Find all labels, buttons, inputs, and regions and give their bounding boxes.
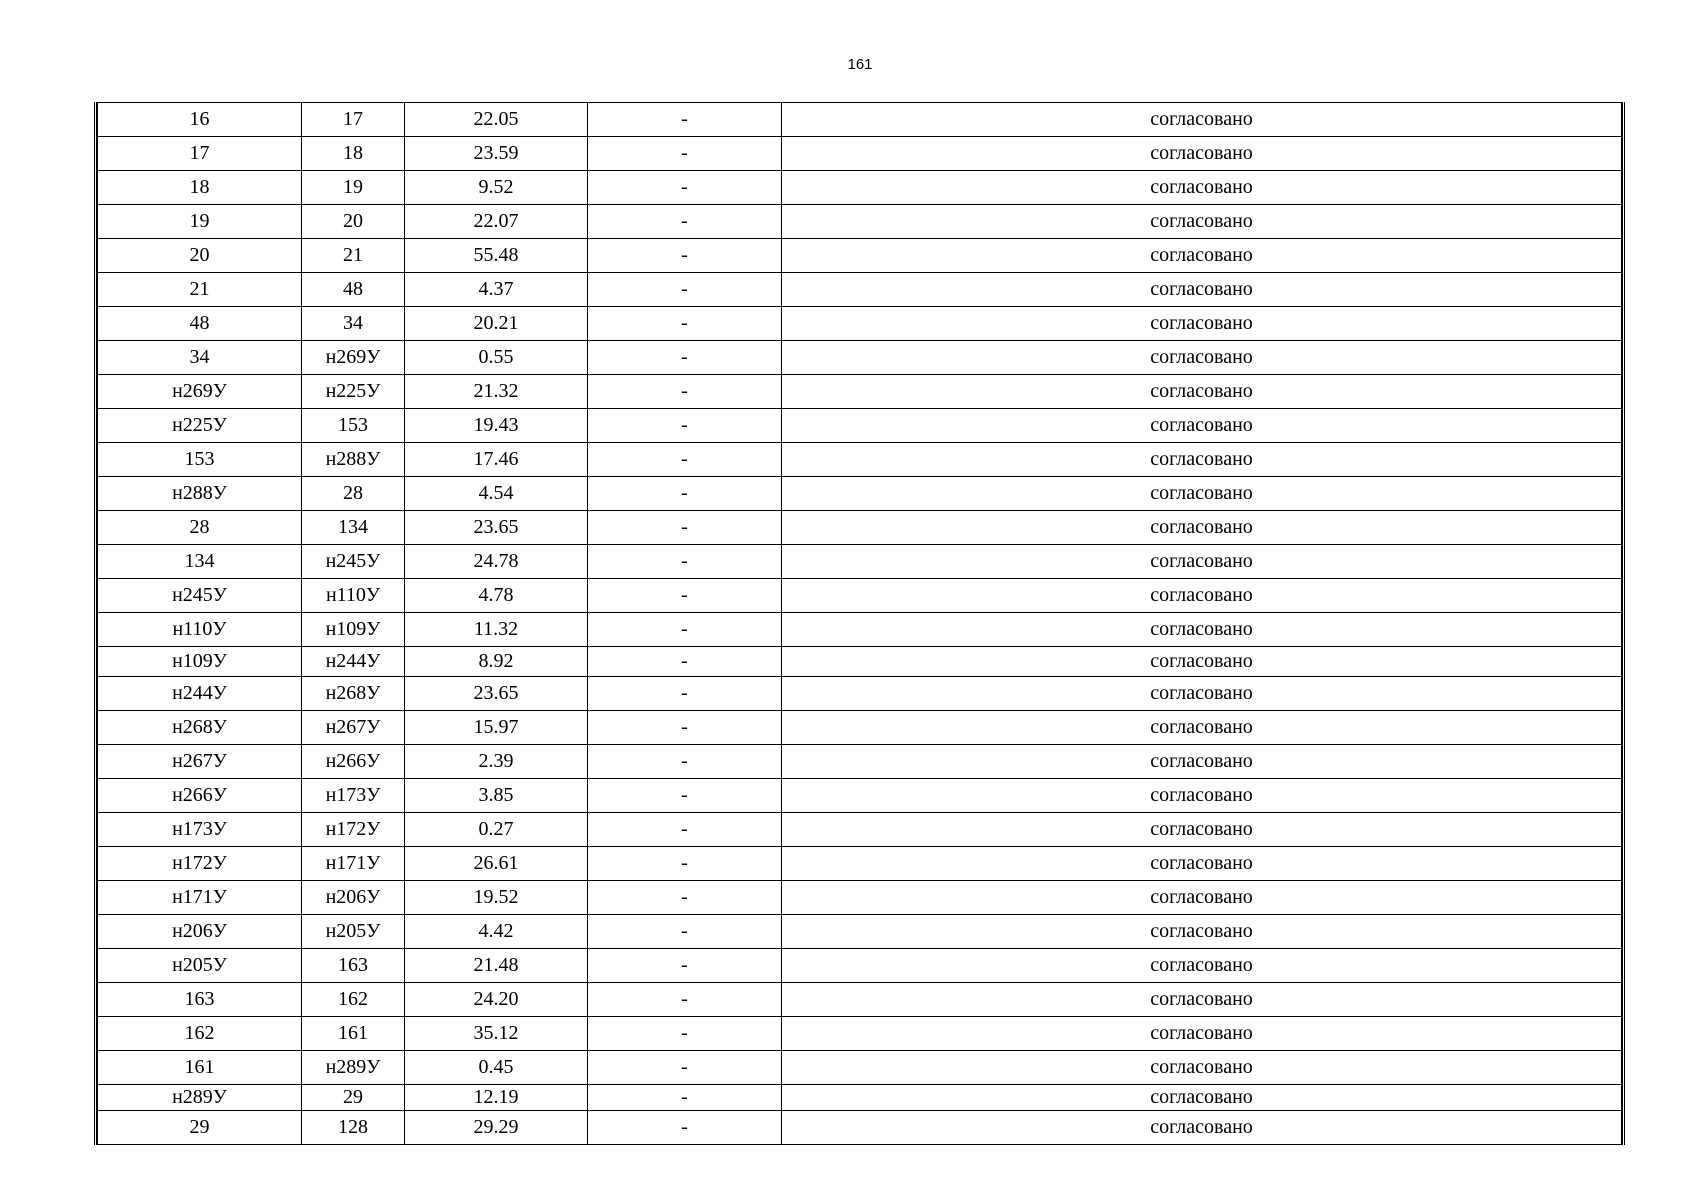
table-row	[98, 983, 1622, 1017]
cell-point-to: 34	[302, 307, 405, 341]
cell-note: -	[588, 1085, 782, 1111]
table-row	[98, 711, 1622, 745]
cell-point-from: н288У	[98, 477, 302, 511]
cell-point-from: н266У	[98, 779, 302, 813]
table-row	[98, 545, 1622, 579]
cell-point-to: н173У	[302, 779, 405, 813]
cell-note: -	[588, 511, 782, 545]
page-number: 161	[847, 56, 873, 73]
cell-note: -	[588, 677, 782, 711]
cell-point-to: 128	[302, 1111, 405, 1145]
cell-note: -	[588, 477, 782, 511]
cell-length: 0.27	[405, 813, 588, 847]
cell-point-to: н266У	[302, 745, 405, 779]
cell-status: согласовано	[782, 1051, 1622, 1085]
table-row	[98, 511, 1622, 545]
cell-note: -	[588, 579, 782, 613]
cell-note: -	[588, 171, 782, 205]
cell-point-from: н205У	[98, 949, 302, 983]
cell-point-to: н205У	[302, 915, 405, 949]
cell-note: -	[588, 915, 782, 949]
cell-point-to: 17	[302, 103, 405, 137]
table-row	[98, 1017, 1622, 1051]
cell-point-from: 16	[98, 103, 302, 137]
cell-point-to: 163	[302, 949, 405, 983]
cell-point-to: 28	[302, 477, 405, 511]
cell-note: -	[588, 545, 782, 579]
cell-point-from: н109У	[98, 647, 302, 677]
cell-point-from: 153	[98, 443, 302, 477]
table-row	[98, 307, 1622, 341]
cell-length: 22.05	[405, 103, 588, 137]
table-row	[98, 443, 1622, 477]
cell-status: согласовано	[782, 915, 1622, 949]
cell-point-to: 153	[302, 409, 405, 443]
cell-note: -	[588, 103, 782, 137]
cell-note: -	[588, 813, 782, 847]
cell-status: согласовано	[782, 949, 1622, 983]
cell-point-from: н267У	[98, 745, 302, 779]
table-body	[98, 103, 1622, 1145]
cell-point-to: н245У	[302, 545, 405, 579]
cell-point-from: 20	[98, 239, 302, 273]
cell-length: 4.37	[405, 273, 588, 307]
cell-note: -	[588, 745, 782, 779]
cell-point-to: н109У	[302, 613, 405, 647]
cell-point-to: н171У	[302, 847, 405, 881]
table-row	[98, 579, 1622, 613]
cell-point-from: 18	[98, 171, 302, 205]
cell-point-from: 134	[98, 545, 302, 579]
table-row	[98, 409, 1622, 443]
cell-point-from: 161	[98, 1051, 302, 1085]
cell-length: 4.78	[405, 579, 588, 613]
cell-length: 15.97	[405, 711, 588, 745]
cell-status: согласовано	[782, 273, 1622, 307]
cell-length: 21.48	[405, 949, 588, 983]
cell-status: согласовано	[782, 647, 1622, 677]
cell-note: -	[588, 205, 782, 239]
cell-status: согласовано	[782, 677, 1622, 711]
cell-note: -	[588, 239, 782, 273]
cell-note: -	[588, 1051, 782, 1085]
cell-point-to: н289У	[302, 1051, 405, 1085]
cell-status: согласовано	[782, 341, 1622, 375]
table-row	[98, 1085, 1622, 1111]
cell-length: 8.92	[405, 647, 588, 677]
cell-point-from: н245У	[98, 579, 302, 613]
table-row	[98, 239, 1622, 273]
cell-status: согласовано	[782, 443, 1622, 477]
cell-note: -	[588, 341, 782, 375]
cell-status: согласовано	[782, 779, 1622, 813]
cell-point-to: 134	[302, 511, 405, 545]
cell-note: -	[588, 409, 782, 443]
cell-length: 3.85	[405, 779, 588, 813]
cell-note: -	[588, 137, 782, 171]
table-row	[98, 677, 1622, 711]
cell-status: согласовано	[782, 847, 1622, 881]
boundary-table	[97, 102, 1622, 1145]
table-row	[98, 341, 1622, 375]
cell-point-to: н244У	[302, 647, 405, 677]
cell-status: согласовано	[782, 137, 1622, 171]
table-row	[98, 375, 1622, 409]
table-row	[98, 205, 1622, 239]
cell-status: согласовано	[782, 881, 1622, 915]
cell-point-from: н172У	[98, 847, 302, 881]
cell-point-from: 21	[98, 273, 302, 307]
cell-length: 17.46	[405, 443, 588, 477]
cell-status: согласовано	[782, 1017, 1622, 1051]
cell-point-from: 19	[98, 205, 302, 239]
table-row	[98, 949, 1622, 983]
cell-status: согласовано	[782, 409, 1622, 443]
cell-point-from: н268У	[98, 711, 302, 745]
cell-status: согласовано	[782, 511, 1622, 545]
cell-point-to: 162	[302, 983, 405, 1017]
cell-length: 55.48	[405, 239, 588, 273]
cell-length: 19.43	[405, 409, 588, 443]
cell-status: согласовано	[782, 239, 1622, 273]
cell-point-to: 18	[302, 137, 405, 171]
cell-note: -	[588, 881, 782, 915]
cell-length: 24.20	[405, 983, 588, 1017]
cell-status: согласовано	[782, 1111, 1622, 1145]
cell-length: 4.54	[405, 477, 588, 511]
cell-length: 20.21	[405, 307, 588, 341]
table-row	[98, 477, 1622, 511]
cell-length: 9.52	[405, 171, 588, 205]
cell-point-to: 29	[302, 1085, 405, 1111]
cell-status: согласовано	[782, 1085, 1622, 1111]
cell-status: согласовано	[782, 613, 1622, 647]
cell-status: согласовано	[782, 375, 1622, 409]
cell-note: -	[588, 711, 782, 745]
cell-length: 2.39	[405, 745, 588, 779]
cell-point-to: 21	[302, 239, 405, 273]
table-row	[98, 813, 1622, 847]
cell-note: -	[588, 847, 782, 881]
cell-note: -	[588, 949, 782, 983]
cell-point-from: н110У	[98, 613, 302, 647]
cell-point-to: н269У	[302, 341, 405, 375]
cell-status: согласовано	[782, 545, 1622, 579]
cell-note: -	[588, 647, 782, 677]
cell-point-from: 34	[98, 341, 302, 375]
cell-point-from: н244У	[98, 677, 302, 711]
cell-status: согласовано	[782, 983, 1622, 1017]
cell-point-to: 161	[302, 1017, 405, 1051]
table-row	[98, 779, 1622, 813]
cell-status: согласовано	[782, 813, 1622, 847]
table-row	[98, 847, 1622, 881]
cell-note: -	[588, 983, 782, 1017]
cell-point-to: н110У	[302, 579, 405, 613]
cell-point-from: н171У	[98, 881, 302, 915]
cell-note: -	[588, 443, 782, 477]
cell-point-from: н225У	[98, 409, 302, 443]
cell-point-to: 48	[302, 273, 405, 307]
boundary-table-container	[94, 102, 1625, 1145]
cell-point-to: 19	[302, 171, 405, 205]
table-row	[98, 881, 1622, 915]
cell-point-to: н206У	[302, 881, 405, 915]
cell-point-from: 163	[98, 983, 302, 1017]
cell-length: 0.55	[405, 341, 588, 375]
table-row	[98, 103, 1622, 137]
cell-status: согласовано	[782, 745, 1622, 779]
cell-point-from: 28	[98, 511, 302, 545]
cell-note: -	[588, 1111, 782, 1145]
cell-status: согласовано	[782, 477, 1622, 511]
cell-point-from: н269У	[98, 375, 302, 409]
cell-status: согласовано	[782, 103, 1622, 137]
cell-point-to: н268У	[302, 677, 405, 711]
cell-point-to: н225У	[302, 375, 405, 409]
table-row	[98, 137, 1622, 171]
cell-status: согласовано	[782, 171, 1622, 205]
table-row	[98, 171, 1622, 205]
table-row	[98, 915, 1622, 949]
cell-length: 4.42	[405, 915, 588, 949]
cell-length: 19.52	[405, 881, 588, 915]
cell-point-from: 17	[98, 137, 302, 171]
cell-status: согласовано	[782, 307, 1622, 341]
cell-point-from: 48	[98, 307, 302, 341]
cell-status: согласовано	[782, 205, 1622, 239]
table-row	[98, 745, 1622, 779]
cell-point-from: н206У	[98, 915, 302, 949]
cell-status: согласовано	[782, 579, 1622, 613]
cell-length: 22.07	[405, 205, 588, 239]
cell-length: 35.12	[405, 1017, 588, 1051]
cell-length: 26.61	[405, 847, 588, 881]
cell-note: -	[588, 375, 782, 409]
cell-length: 0.45	[405, 1051, 588, 1085]
cell-note: -	[588, 1017, 782, 1051]
cell-length: 21.32	[405, 375, 588, 409]
cell-point-from: н173У	[98, 813, 302, 847]
cell-length: 23.65	[405, 677, 588, 711]
cell-length: 23.65	[405, 511, 588, 545]
cell-point-to: н288У	[302, 443, 405, 477]
cell-length: 23.59	[405, 137, 588, 171]
cell-note: -	[588, 273, 782, 307]
cell-point-from: 29	[98, 1111, 302, 1145]
cell-note: -	[588, 779, 782, 813]
cell-status: согласовано	[782, 711, 1622, 745]
table-row	[98, 1051, 1622, 1085]
cell-length: 12.19	[405, 1085, 588, 1111]
cell-note: -	[588, 307, 782, 341]
cell-length: 29.29	[405, 1111, 588, 1145]
table-row	[98, 613, 1622, 647]
cell-point-to: н172У	[302, 813, 405, 847]
cell-note: -	[588, 613, 782, 647]
table-row	[98, 647, 1622, 677]
cell-point-from: 162	[98, 1017, 302, 1051]
table-row	[98, 1111, 1622, 1145]
cell-point-to: н267У	[302, 711, 405, 745]
cell-length: 24.78	[405, 545, 588, 579]
cell-point-to: 20	[302, 205, 405, 239]
cell-length: 11.32	[405, 613, 588, 647]
cell-point-from: н289У	[98, 1085, 302, 1111]
table-row	[98, 273, 1622, 307]
